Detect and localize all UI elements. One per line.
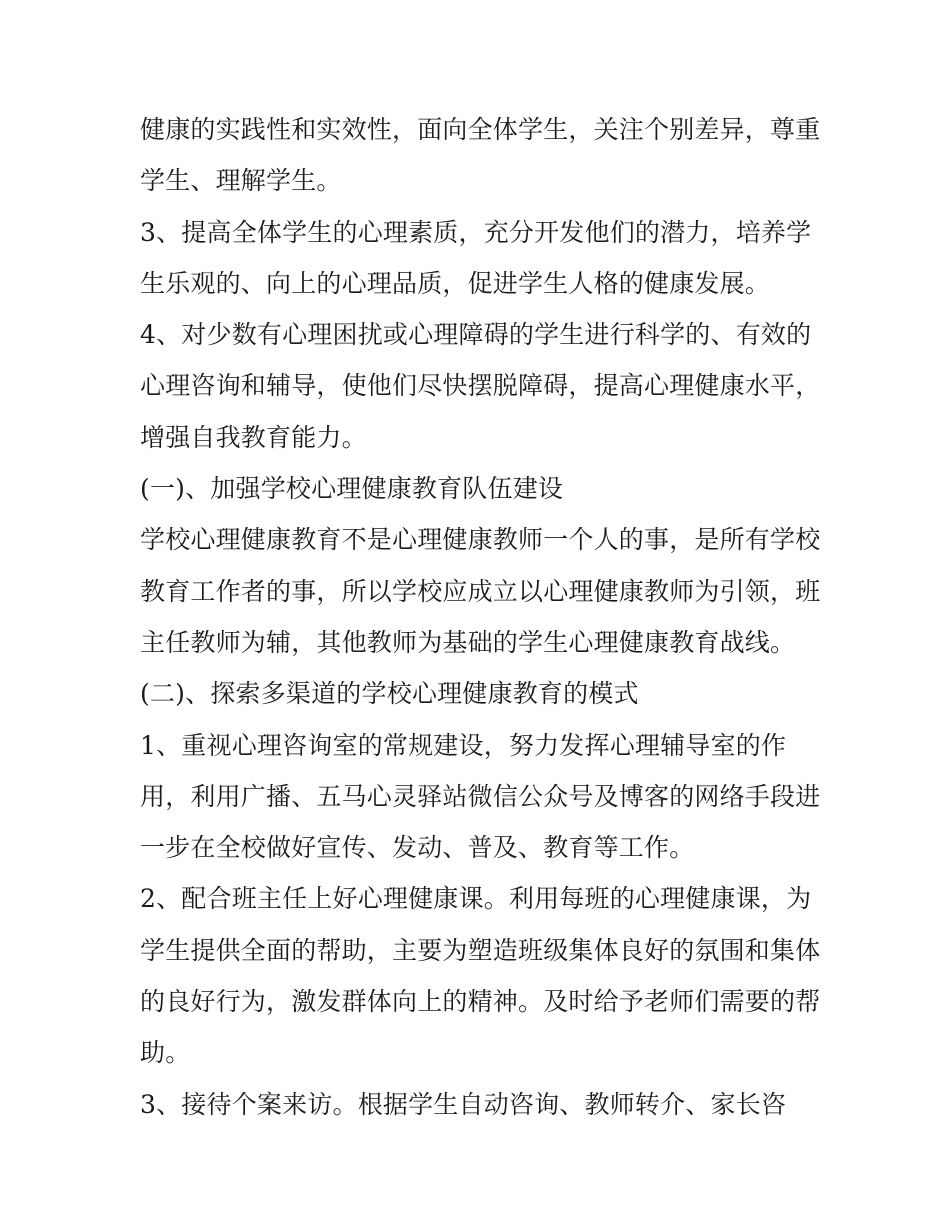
text-line: 的良好行为，激发群体向上的精神。及时给予老师们需要的帮 bbox=[140, 987, 821, 1017]
text-line: 生乐观的、向上的心理品质，促进学生人格的健康发展。 bbox=[140, 268, 771, 298]
text-line: 用，利用广播、五马心灵驿站微信公众号及博客的网络手段进 bbox=[140, 781, 821, 811]
text-line: 学生、理解学生。 bbox=[140, 166, 342, 196]
text-line: 助。 bbox=[140, 1038, 191, 1068]
text-line: 学校心理健康教育不是心理健康教师一个人的事，是所有学校 bbox=[140, 525, 821, 555]
text-line: 健康的实践性和实效性，面向全体学生，关注个别差异，尊重 bbox=[140, 115, 821, 144]
text-line: 3、提高全体学生的心理素质，充分开发他们的潜力，培养学 bbox=[140, 217, 812, 247]
text-line: 1、重视心理咨询室的常规建设，努力发挥心理辅导室的作 bbox=[140, 730, 787, 760]
text-line: 增强自我教育能力。 bbox=[140, 422, 367, 452]
text-line: 2、配合班主任上好心理健康课。利用每班的心理健康课，为 bbox=[140, 884, 812, 914]
text-line: 4、对少数有心理困扰或心理障碍的学生进行科学的、有效的 bbox=[140, 320, 812, 350]
text-line: 心理咨询和辅导，使他们尽快摆脱障碍，提高心理健康水平， bbox=[140, 371, 821, 401]
document-page bbox=[140, 104, 830, 1130]
text-line: 一步在全校做好宣传、发动、普及、教育等工作。 bbox=[140, 833, 695, 863]
text-line: 3、接待个案来访。根据学生自动咨询、教师转介、家长咨 bbox=[140, 1089, 787, 1119]
section-heading: (一)、加强学校心理健康教育队伍建设 bbox=[140, 474, 564, 504]
text-line: 学生提供全面的帮助，主要为塑造班级集体良好的氛围和集体 bbox=[140, 935, 821, 965]
text-line: 主任教师为辅，其他教师为基础的学生心理健康教育战线。 bbox=[140, 627, 796, 657]
section-heading: (二)、探索多渠道的学校心理健康教育的模式 bbox=[140, 679, 639, 709]
text-line: 教育工作者的事，所以学校应成立以心理健康教师为引领，班 bbox=[140, 576, 821, 606]
